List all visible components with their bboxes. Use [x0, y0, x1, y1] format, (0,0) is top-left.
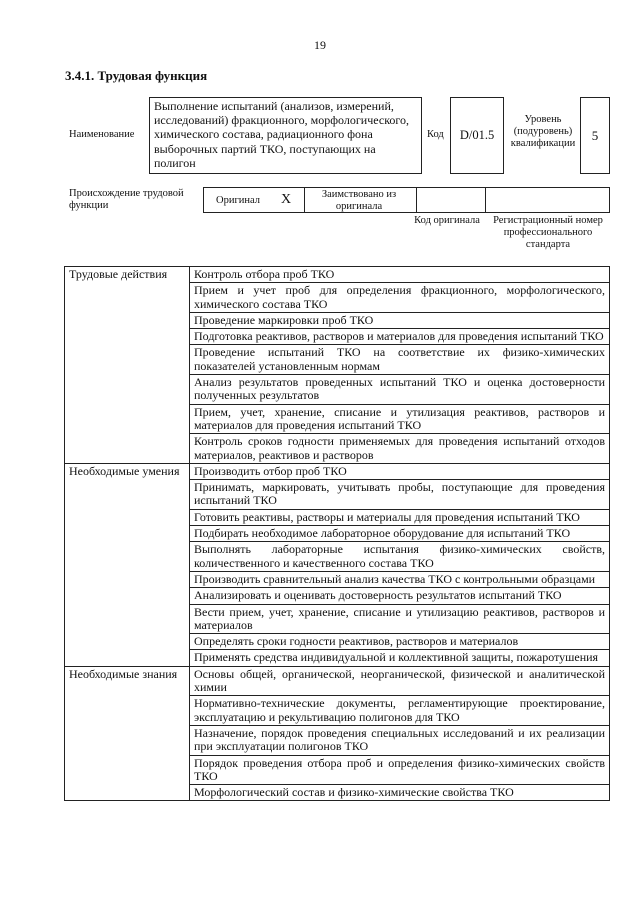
code-label: Код	[427, 129, 444, 140]
required-skills-category	[65, 509, 190, 525]
required-skills-item: Производить отбор проб ТКО	[190, 463, 610, 479]
labor-actions-item: Прием, учет, хранение, списание и утилизация реактивов, растворов и материалов для проведения испытаний ТКО	[190, 404, 610, 434]
required-knowledge-item: Основы общей, органической, неорганической, физической и аналитической химии	[190, 666, 610, 696]
labor-actions-category	[65, 434, 190, 464]
required-skills-category	[65, 480, 190, 510]
name-label: Наименование	[69, 129, 135, 140]
required-skills-item: Готовить реактивы, растворы и материалы для проведения испытаний ТКО	[190, 509, 610, 525]
required-skills-item: Выполнять лабораторные испытания физико-химических свойств, количественного и качественного состава ТКО	[190, 542, 610, 572]
labor-actions-category	[65, 345, 190, 375]
labor-actions-item: Подготовка реактивов, растворов и материалов для проведения испытаний ТКО	[190, 329, 610, 345]
table-row	[65, 375, 610, 405]
table-row	[65, 267, 610, 283]
table-row	[65, 312, 610, 328]
labor-actions-item: Контроль сроков годности применяемых для проведения испытаний отходов материалов, реактивов и растворов	[190, 434, 610, 464]
required-skills-category	[65, 571, 190, 587]
table-row	[65, 785, 610, 801]
required-skills-category: Необходимые умения	[65, 463, 190, 479]
required-knowledge-category	[65, 785, 190, 801]
table-row	[65, 725, 610, 755]
function-code-box: D/01.5	[450, 97, 504, 174]
labor-actions-category	[65, 312, 190, 328]
labor-actions-category: Трудовые действия	[65, 267, 190, 283]
labor-actions-item: Контроль отбора проб ТКО	[190, 267, 610, 283]
section-title: 3.4.1. Трудовая функция	[65, 68, 208, 83]
required-knowledge-category: Необходимые знания	[65, 666, 190, 696]
table-row	[65, 542, 610, 572]
table-row	[65, 755, 610, 785]
required-knowledge-category	[65, 725, 190, 755]
original-mark: X	[281, 192, 292, 207]
required-skills-category	[65, 634, 190, 650]
labor-actions-category	[65, 283, 190, 313]
origin-label: Происхождение трудовой функции	[69, 188, 184, 211]
required-knowledge-category	[65, 696, 190, 726]
table-row	[65, 526, 610, 542]
table-row	[65, 666, 610, 696]
required-knowledge-item: Порядок проведения отбора проб и определения физико-химических свойств ТКО	[190, 755, 610, 785]
required-skills-category	[65, 604, 190, 634]
required-knowledge-category	[65, 755, 190, 785]
function-details-table	[64, 266, 610, 801]
required-knowledge-item: Нормативно-технические документы, регламентирующие проектирование, эксплуатацию и рекультивацию полигонов для ТКО	[190, 696, 610, 726]
level-label: Уровень (подуровень) квалификации	[510, 114, 576, 149]
required-skills-category	[65, 526, 190, 542]
required-skills-category	[65, 588, 190, 604]
divider	[304, 188, 305, 212]
table-row	[65, 329, 610, 345]
labor-actions-category	[65, 404, 190, 434]
table-row	[65, 509, 610, 525]
origin-code-caption: Код оригинала	[414, 215, 480, 226]
labor-actions-category	[65, 329, 190, 345]
required-knowledge-item: Назначение, порядок проведения специальных исследований и их реализации при эксплуатации полигонов ТКО	[190, 725, 610, 755]
table-row	[65, 696, 610, 726]
page-number: 19	[314, 38, 326, 52]
table-row	[65, 634, 610, 650]
required-skills-item: Подбирать необходимое лабораторное оборудование для испытаний ТКО	[190, 526, 610, 542]
required-knowledge-item: Морфологический состав и физико-химические свойства ТКО	[190, 785, 610, 801]
table-row	[65, 571, 610, 587]
required-skills-item: Вести прием, учет, хранение, списание и утилизацию реактивов, растворов и материалов	[190, 604, 610, 634]
required-skills-item: Определять сроки годности реактивов, растворов и материалов	[190, 634, 610, 650]
table-row	[65, 650, 610, 666]
divider	[416, 188, 417, 212]
labor-actions-category	[65, 375, 190, 405]
labor-actions-item: Проведение маркировки проб ТКО	[190, 312, 610, 328]
registry-number-caption: Регистрационный номер профессионального стандарта	[493, 215, 603, 250]
required-skills-item: Принимать, маркировать, учитывать пробы, поступающие для проведения испытаний ТКО	[190, 480, 610, 510]
origin-row	[203, 187, 610, 213]
function-name-box: Выполнение испытаний (анализов, измерений, исследований) фракционного, морфологического, химического состава, радиационного фона выборочных партий ТКО, поступающих на полигон	[149, 97, 422, 174]
table-row	[65, 480, 610, 510]
table-row	[65, 463, 610, 479]
borrowed-label: Заимствовано из оригинала	[321, 189, 397, 212]
table-row	[65, 404, 610, 434]
table-row	[65, 283, 610, 313]
labor-actions-item: Прием и учет проб для определения фракционного, морфологического, химического состава ТКО	[190, 283, 610, 313]
required-skills-category	[65, 542, 190, 572]
required-skills-category	[65, 650, 190, 666]
required-skills-item: Применять средства индивидуальной и коллективной защиты, пожаротушения	[190, 650, 610, 666]
table-row	[65, 345, 610, 375]
labor-actions-item: Проведение испытаний ТКО на соответствие их физико-химических показателей установленным нормам	[190, 345, 610, 375]
table-row	[65, 588, 610, 604]
original-label: Оригинал	[216, 195, 260, 206]
required-skills-item: Производить сравнительный анализ качества ТКО с контрольными образцами	[190, 571, 610, 587]
qualification-level-box: 5	[580, 97, 610, 174]
labor-actions-item: Анализ результатов проведенных испытаний ТКО и оценка достоверности полученных результатов	[190, 375, 610, 405]
divider	[485, 188, 486, 212]
table-row	[65, 434, 610, 464]
table-row	[65, 604, 610, 634]
required-skills-item: Анализировать и оценивать достоверность результатов испытаний ТКО	[190, 588, 610, 604]
